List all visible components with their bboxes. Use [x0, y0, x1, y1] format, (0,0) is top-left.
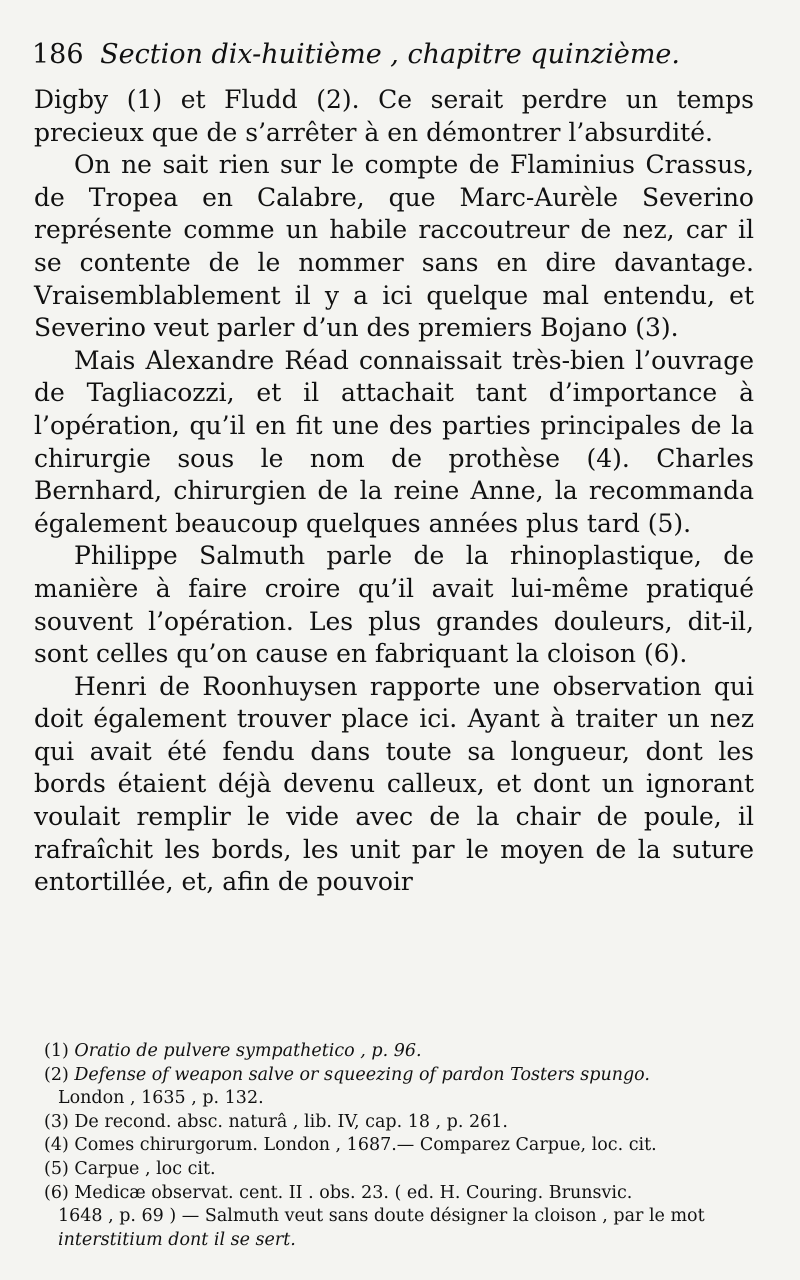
page-number: 186 — [32, 39, 84, 70]
footnotes — [44, 1040, 764, 1252]
footnote — [44, 1158, 764, 1182]
paragraph: Philippe Salmuth parle de la rhinoplastique, de manière à faire croire qu’il avait lui-même pratiqué souvent l’opération. Les plus grandes douleurs, dit-il, sont celles qu’on cause en fabriquant la cloison (6). — [34, 541, 754, 669]
footnote-mark: (5) — [44, 1158, 69, 1179]
running-header — [32, 38, 680, 72]
footnote-text: Defense of weapon salve or squeezing of pardon Tosters spungo. — [74, 1064, 650, 1085]
footnote-text: 1648 , p. 69 ) — Salmuth veut sans doute désigner la cloison , par le mot — [58, 1206, 705, 1227]
paragraph: Mais Alexandre Réad connaissait très-bien l’ouvrage de Tagliacozzi, et il attachait tant d’importance à l’opération, qu’il en fit une des parties principales de la chirurgie sous le nom de prothèse (4). Charles Bernhard, chirurgien de la reine Anne, la recommanda également beaucoup quelques années plus tard (5). — [34, 345, 754, 538]
footnote-mark: (4) — [44, 1135, 69, 1156]
footnote-text: London , 1635 , p. 132. — [58, 1088, 264, 1109]
footnote — [44, 1111, 764, 1135]
running-title: Section dix-huitième , chapitre quinzième. — [100, 39, 680, 70]
footnote-continuation — [44, 1229, 764, 1253]
footnote-text: Medicæ observat. cent. II . obs. 23. ( ed. H. Couring. Brunsvic. — [74, 1182, 633, 1203]
footnote-continuation — [44, 1087, 764, 1111]
footnote — [44, 1182, 764, 1206]
footnote-continuation — [44, 1205, 764, 1229]
footnote-text: De recond. absc. naturâ , lib. IV, cap. 18 , p. 261. — [74, 1111, 508, 1132]
paragraph: Henri de Roonhuysen rapporte une observation qui doit également trouver place ici. Ayant à traiter un nez qui avait été fendu dans toute sa longueur, dont les bords étaient déjà devenu calleux, et dont un ignorant voulait remplir le vide avec de la chair de poule, il rafraîchit les bords, les unit par le moyen de la suture entortillée, et, afin de pouvoir — [34, 671, 754, 897]
paragraph: On ne sait rien sur le compte de Flaminius Crassus, de Tropea en Calabre, que Marc-Aurèle Severino représente comme un habile raccoutreur de nez, car il se contente de le nommer sans en dire davantage. Vraisemblablement il y a ici quelque mal entendu, et Severino veut parler d’un des premiers Bojano (3). — [34, 150, 754, 343]
footnote-text: Oratio de pulvere sympathetico , p. 96. — [74, 1041, 422, 1061]
footnote-mark: (1) — [44, 1041, 69, 1061]
footnote-mark: (6) — [44, 1182, 69, 1203]
footnote-text: Carpue , loc cit. — [74, 1158, 216, 1179]
footnote-mark: (2) — [44, 1064, 69, 1085]
footnote — [44, 1064, 764, 1088]
footnote — [44, 1134, 764, 1158]
footnote-mark: (3) — [44, 1111, 69, 1132]
body-text — [34, 84, 754, 899]
paragraph: Digby (1) et Fludd (2). Ce serait perdre un temps precieux que de s’arrêter à en démontrer l’absurdité. — [34, 85, 754, 147]
footnote — [44, 1040, 764, 1064]
footnote-text: interstitium dont il se sert. — [58, 1229, 296, 1250]
footnote-text: Comes chirurgorum. London , 1687.— Comparez Carpue, loc. cit. — [74, 1135, 657, 1156]
